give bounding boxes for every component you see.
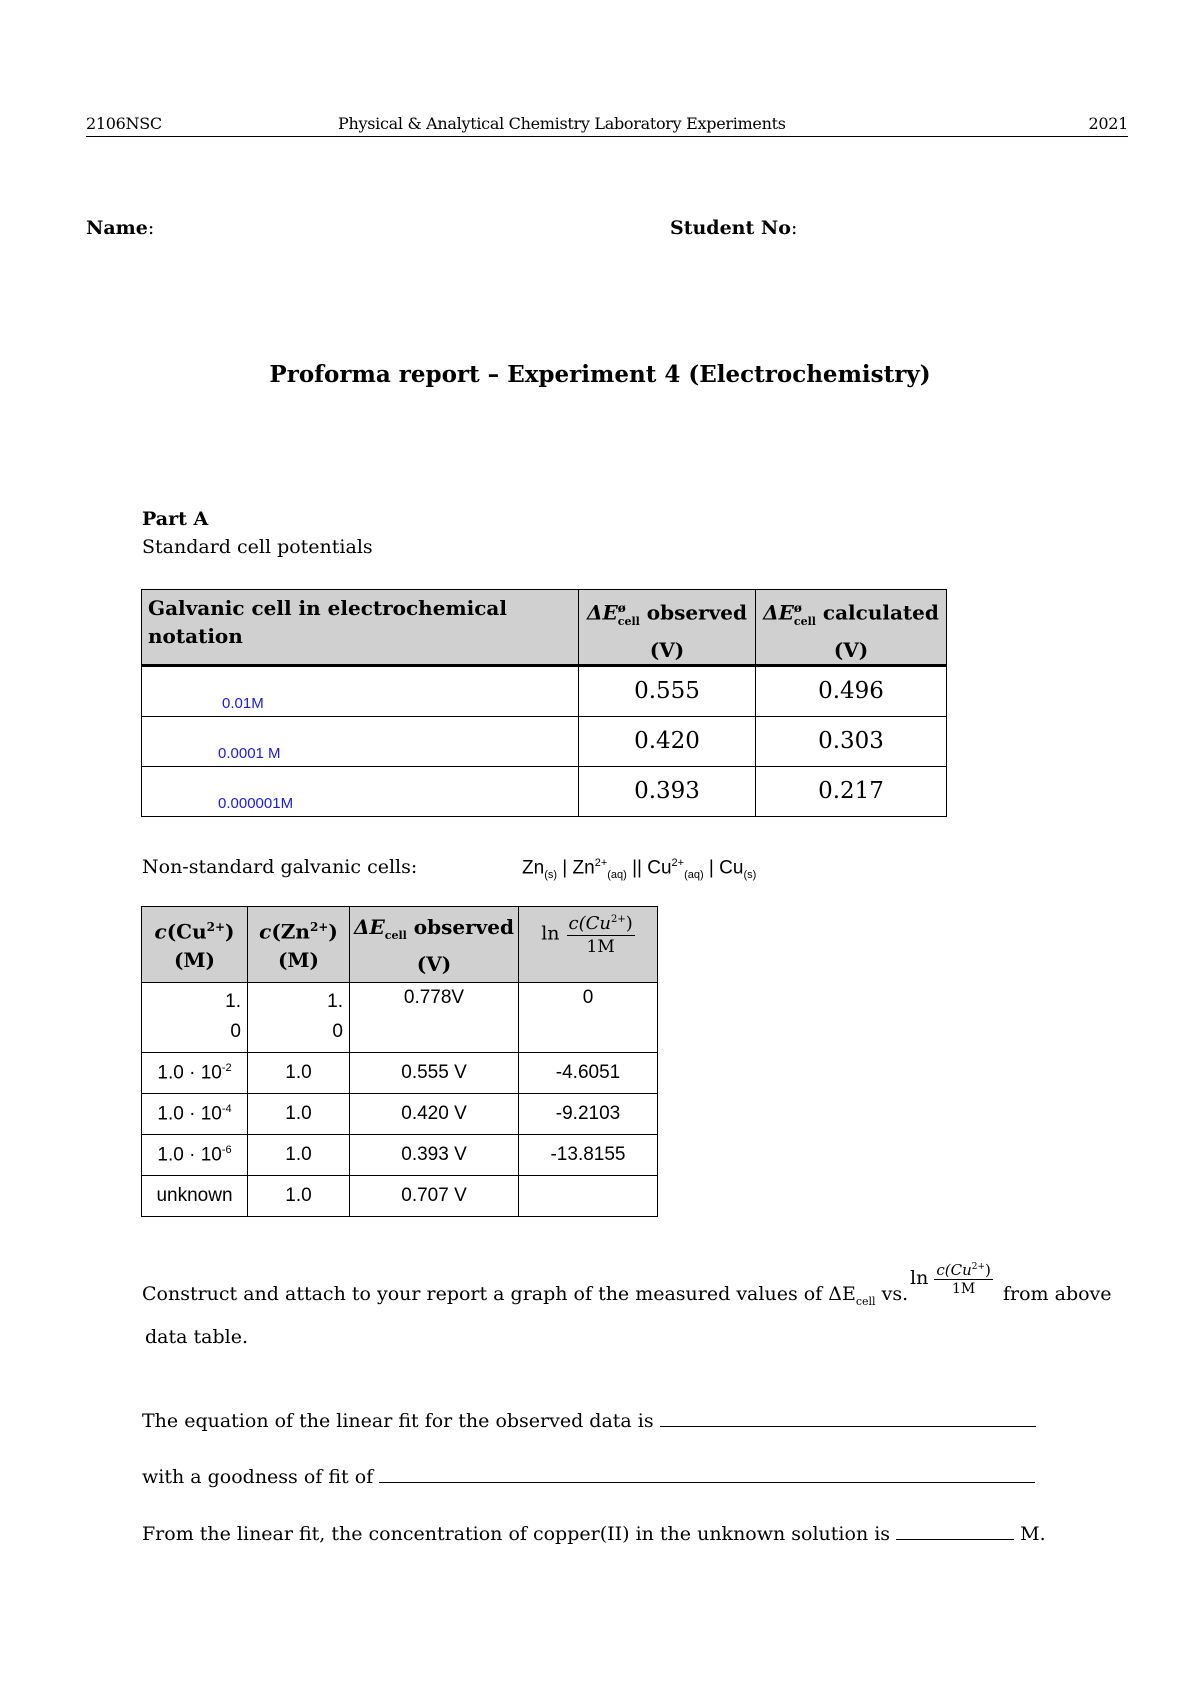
c-zn-value[interactable] <box>248 983 350 1053</box>
construct-text-c: from above <box>1003 1283 1112 1305</box>
ln-num-close: ) <box>625 913 633 934</box>
ln-num-text: c(Cu <box>568 913 611 934</box>
col-e-cell-sub: cell <box>384 929 407 942</box>
unknown-concentration-question <box>142 1521 1046 1545</box>
c-zn-value[interactable]: 1.0 <box>248 1053 350 1094</box>
zn-ion-state: (aq) <box>607 869 627 882</box>
standard-potentials-table <box>141 589 947 817</box>
col-c-cu-unit: (M) <box>173 947 216 972</box>
construct-text-a: Construct and attach to your report a graph of the measured values of ΔE <box>142 1283 856 1305</box>
observed-value[interactable]: 0.420 <box>579 716 756 766</box>
name-label: Name <box>86 217 148 239</box>
table-row-unknown <box>142 1176 658 1217</box>
c-cu-mantissa: 1.0 · 10 <box>157 1144 222 1166</box>
col-observed <box>579 590 756 666</box>
construct-num-text: c(Cu <box>936 1261 972 1279</box>
ln-num-sup: 2+ <box>610 914 626 925</box>
col-c-zn-ion: (Zn <box>271 919 310 944</box>
table-row <box>142 766 947 816</box>
construct-text-b: vs. <box>875 1283 909 1305</box>
linear-fit-question <box>142 1408 1036 1432</box>
goodness-of-fit-question <box>142 1464 1035 1488</box>
unknown-concentration-blank[interactable] <box>896 1521 1014 1540</box>
col-c-cu <box>142 907 248 983</box>
year: 2021 <box>1088 114 1128 133</box>
observed-value[interactable]: 0.393 <box>579 766 756 816</box>
table-row <box>142 1135 658 1176</box>
col-c-zn-c: c <box>259 919 272 944</box>
ln-value[interactable]: 0 <box>519 983 658 1053</box>
c-zn-value[interactable]: 1.0 <box>248 1135 350 1176</box>
table-row <box>142 716 947 766</box>
c-zn-part1: 1. <box>327 991 343 1012</box>
ln-denominator: 1M <box>586 937 615 957</box>
c-cu-value[interactable]: unknown <box>142 1176 248 1217</box>
col-c-zn-sup: 2+ <box>309 920 329 934</box>
part-a-subheading: Standard cell potentials <box>142 536 373 558</box>
construct-denominator: 1M <box>952 1281 976 1297</box>
c-zn-part2: 0 <box>332 1021 343 1042</box>
separator: | <box>557 857 573 879</box>
nonstandard-label: Non-standard galvanic cells: <box>142 856 418 878</box>
calculated-value[interactable]: 0.217 <box>756 766 947 816</box>
cell-notation-formula <box>522 857 756 881</box>
construct-fraction <box>934 1258 993 1298</box>
zn-state: (s) <box>544 869 558 882</box>
construct-ln-fraction <box>910 1258 993 1298</box>
cu-symbol: Cu <box>719 857 744 879</box>
col-c-cu-sup: 2+ <box>206 920 226 934</box>
table-header-row <box>142 907 658 983</box>
part-a-heading: Part A <box>142 508 209 530</box>
cu-ion-charge: 2+ <box>671 857 685 869</box>
c-cu-exponent: -4 <box>221 1102 232 1115</box>
goodness-of-fit-label: with a goodness of fit of <box>142 1466 374 1488</box>
col-observed-text: observed <box>639 600 747 625</box>
linear-fit-label: The equation of the linear fit for the observed data is <box>142 1410 654 1432</box>
col-observed-symbol: ΔE <box>587 600 618 625</box>
course-title: Physical & Analytical Chemistry Laboratory Experiments <box>338 114 786 133</box>
observed-value[interactable]: 0.555 <box>579 665 756 716</box>
ln-value[interactable]: -9.2103 <box>519 1094 658 1135</box>
construct-instruction <box>142 1283 908 1308</box>
separator: | <box>703 857 720 879</box>
col-calculated-sub: cell <box>793 614 816 628</box>
col-c-zn <box>248 907 350 983</box>
construct-num-close: ) <box>985 1261 991 1279</box>
construct-numerator <box>934 1258 993 1280</box>
e-cell-value[interactable]: 0.707 V <box>350 1176 519 1217</box>
c-cu-value[interactable] <box>142 1053 248 1094</box>
c-cu-value[interactable] <box>142 1135 248 1176</box>
cu-ion-symbol: Cu <box>647 857 672 879</box>
col-observed-sup: ø <box>617 601 626 615</box>
cell-notation: 0.000001M <box>142 766 579 816</box>
col-ln-ratio <box>519 907 658 983</box>
cu-state: (s) <box>743 869 757 882</box>
calculated-value[interactable]: 0.496 <box>756 665 947 716</box>
cu-ion-state: (aq) <box>684 869 704 882</box>
c-cu-part1: 1. <box>225 991 241 1012</box>
page-title: Proforma report – Experiment 4 (Electrochemistry) <box>269 361 931 388</box>
e-cell-value[interactable]: 0.555 V <box>350 1053 519 1094</box>
ln-fraction <box>567 909 635 958</box>
student-no-label: Student No <box>670 217 791 239</box>
nonstandard-cells-table <box>141 906 658 1217</box>
col-calculated-symbol: ΔE <box>763 600 794 625</box>
table-row <box>142 665 947 716</box>
col-c-cu-close: ) <box>225 919 235 944</box>
c-cu-value[interactable] <box>142 983 248 1053</box>
student-no-field[interactable]: Student No: <box>670 217 798 239</box>
col-e-cell-text: observed <box>406 915 514 939</box>
e-cell-value[interactable]: 0.393 V <box>350 1135 519 1176</box>
construct-num-sup: 2+ <box>971 1262 986 1272</box>
ln-symbol: ln <box>541 922 560 945</box>
col-c-zn-close: ) <box>328 919 338 944</box>
c-zn-value[interactable]: 1.0 <box>248 1094 350 1135</box>
col-e-cell-unit: (V) <box>416 952 452 976</box>
col-e-cell-symbol: ΔE <box>354 915 385 939</box>
col-calculated <box>756 590 947 666</box>
table-row <box>142 1094 658 1135</box>
col-calculated-sup: ø <box>793 601 802 615</box>
e-cell-value[interactable]: 0.420 V <box>350 1094 519 1135</box>
col-c-cu-c: c <box>154 919 167 944</box>
ln-value[interactable]: -13.8155 <box>519 1135 658 1176</box>
c-zn-value[interactable]: 1.0 <box>248 1176 350 1217</box>
table-header-row <box>142 590 947 666</box>
table-row <box>142 983 658 1053</box>
col-c-zn-unit: (M) <box>277 947 320 972</box>
c-cu-part2: 0 <box>230 1021 241 1042</box>
c-cu-value[interactable] <box>142 1094 248 1135</box>
zn-symbol: Zn <box>522 857 545 879</box>
col-observed-unit: (V) <box>649 637 685 662</box>
table-row <box>142 1053 658 1094</box>
c-cu-exponent: -2 <box>221 1061 232 1074</box>
goodness-of-fit-blank[interactable] <box>379 1464 1035 1483</box>
name-field[interactable]: Name: <box>86 217 155 239</box>
col-calculated-text: calculated <box>815 600 939 625</box>
ln-numerator <box>567 909 635 936</box>
col-c-cu-ion: (Cu <box>166 919 207 944</box>
col-e-cell <box>350 907 519 983</box>
unknown-concentration-label: From the linear fit, the concentration of copper(II) in the unknown solution is <box>142 1523 891 1545</box>
cell-notation: 0.0001 M <box>142 716 579 766</box>
ln-value[interactable] <box>519 1176 658 1217</box>
zn-ion-symbol: Zn <box>572 857 595 879</box>
e-cell-value[interactable]: 0.778V <box>350 983 519 1053</box>
construct-ln: ln <box>910 1267 929 1289</box>
col-calculated-unit: (V) <box>833 637 869 662</box>
calculated-value[interactable]: 0.303 <box>756 716 947 766</box>
linear-fit-blank[interactable] <box>660 1408 1036 1427</box>
c-cu-mantissa: 1.0 · 10 <box>157 1062 222 1084</box>
salt-bridge: || <box>626 857 648 879</box>
c-cu-mantissa: 1.0 · 10 <box>157 1103 222 1125</box>
course-code: 2106NSC <box>86 114 162 133</box>
construct-text-d: data table. <box>145 1326 248 1348</box>
ln-value[interactable]: -4.6051 <box>519 1053 658 1094</box>
c-cu-exponent: -6 <box>221 1143 232 1156</box>
zn-ion-charge: 2+ <box>594 857 608 869</box>
construct-sub: cell <box>855 1294 876 1308</box>
col-cell-notation: Galvanic cell in electrochemical notation <box>142 590 579 666</box>
page-header <box>86 112 1128 137</box>
cell-notation: 0.01M <box>142 665 579 716</box>
col-observed-sub: cell <box>617 614 640 628</box>
unknown-concentration-unit: M. <box>1020 1523 1046 1545</box>
